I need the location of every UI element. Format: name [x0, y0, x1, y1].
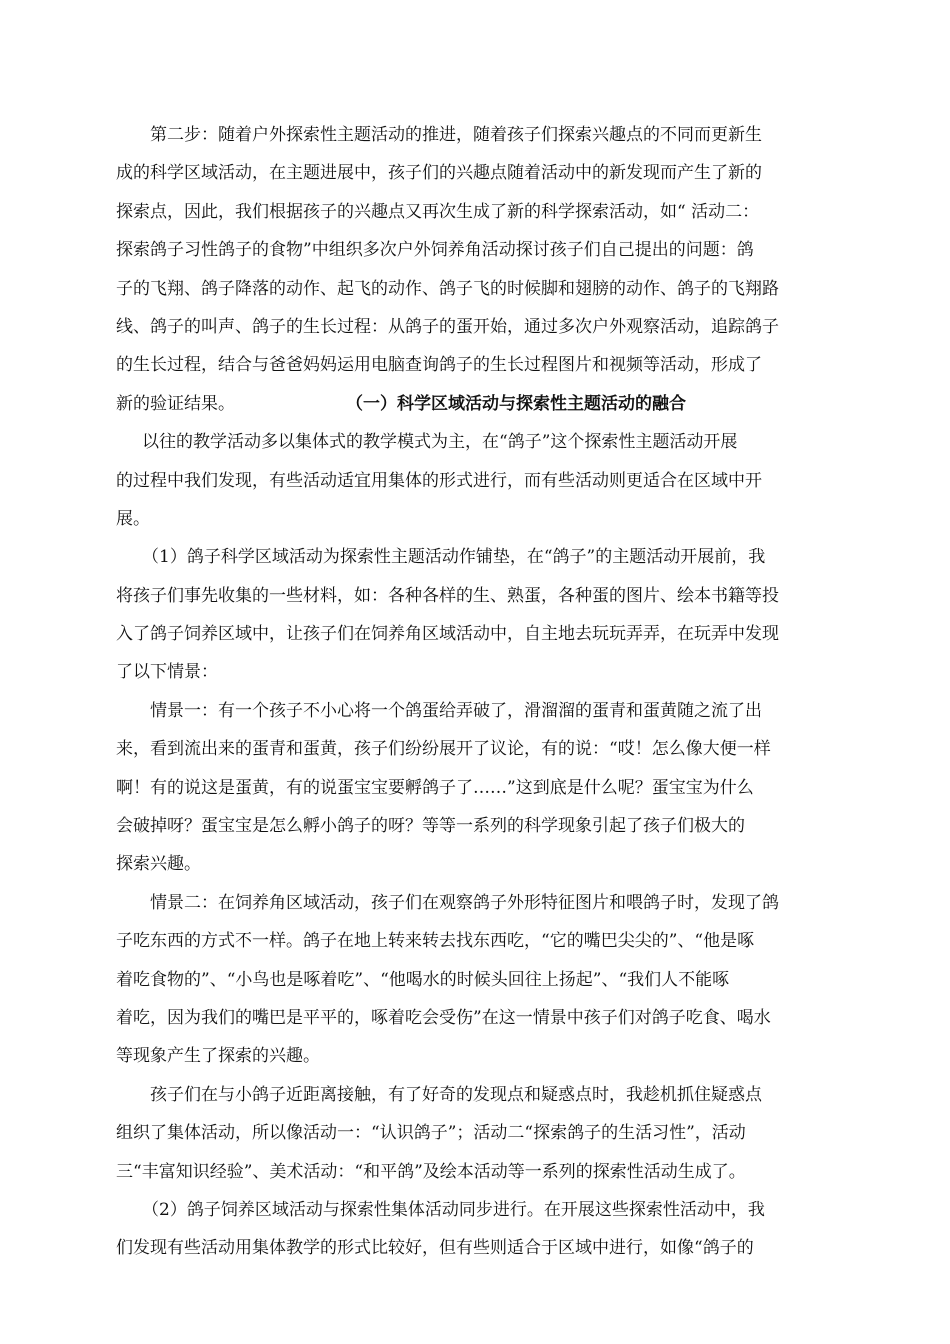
text-line: 着吃，因为我们的嘴巴是平平的，啄着吃会受伤”在这一情景中孩子们对鸽子吃食、喝水: [116, 1007, 771, 1028]
text-line: 第二步：随着户外探索性主题活动的推进，随着孩子们探索兴趣点的不同而更新生: [150, 125, 762, 145]
text-line: 子的飞翔、鸽子降落的动作、起飞的动作、鸽子飞的时候脚和翅膀的动作、鸽子的飞翔路: [116, 278, 779, 299]
paragraph-collective: [116, 1076, 844, 1191]
text-line: 入了鸽子饲养区域中，让孩子们在饲养角区域活动中，自主地去玩玩弄弄，在玩弄中发现: [116, 624, 779, 645]
text-line: 成的科学区域活动，在主题进展中，孩子们的兴趣点随着活动中的新发现而产生了新的: [116, 163, 762, 184]
text-line: 的生长过程，结合与爸爸妈妈运用电脑查询鸽子的生长过程图片和视频等活动，形成了: [116, 355, 762, 376]
document-page: [116, 116, 844, 1268]
paragraph-item-1: [116, 538, 844, 692]
text-line: 探索点，因此，我们根据孩子的兴趣点又再次生成了新的科学探索活动，如“ 活动二：: [116, 201, 760, 222]
text-line: 孩子们在与小鸽子近距离接触，有了好奇的发现点和疑惑点时，我趁机抓住疑惑点: [150, 1084, 762, 1105]
paragraph-intro: [116, 423, 844, 538]
paragraph-tail: 新的验证结果。: [116, 393, 235, 414]
text-line: 展。: [116, 508, 150, 529]
text-line: 情景一：有一个孩子不小心将一个鸽蛋给弄破了，滑溜溜的蛋青和蛋黄随之流了出: [150, 700, 762, 721]
text-line: 组织了集体活动，所以像活动一：“认识鸽子”；活动二“探索鸽子的生活习性”，活动: [116, 1123, 746, 1144]
paragraph-scene-1: [116, 692, 844, 884]
text-line: 啊！有的说这是蛋黄，有的说蛋宝宝要孵鸽子了……”这到底是什么呢？蛋宝宝为什么: [116, 777, 754, 798]
text-line: 线、鸽子的叫声、鸽子的生长过程：从鸽子的蛋开始，通过多次户外观察活动，追踪鸽子: [116, 316, 779, 337]
text-line: 了以下情景：: [116, 662, 218, 683]
text-line: 三“丰富知识经验”、美术活动：“和平鸽”及绘本活动等一系列的探索性活动生成了。: [116, 1161, 746, 1182]
text-line: 们发现有些活动用集体教学的形式比较好，但有些则适合于区域中进行，如像“鸽子的: [116, 1238, 754, 1259]
section-heading: （一）科学区域活动与探索性主题活动的融合: [346, 393, 686, 414]
text-line: 情景二：在饲养角区域活动，孩子们在观察鸽子外形特征图片和喂鸽子时，发现了鸽: [150, 892, 779, 913]
text-line: 以往的教学活动多以集体式的教学模式为主，在“鸽子”这个探索性主题活动开展: [142, 432, 738, 453]
text-line: 探索兴趣。: [116, 854, 201, 875]
text-line: （2）鸽子饲养区域活动与探索性集体活动同步进行。在开展这些探索性活动中，我: [142, 1199, 765, 1220]
text-line: 来，看到流出来的蛋青和蛋黄，孩子们纷纷展开了议论，有的说：“哎！怎么像大便一样: [116, 739, 771, 760]
text-line: 的过程中我们发现，有些活动适宜用集体的形式进行，而有些活动则更适合在区域中开: [116, 470, 762, 491]
paragraph-scene-2: [116, 884, 844, 1076]
paragraph-step-two: [116, 116, 844, 423]
paragraph-item-2: [116, 1191, 844, 1268]
text-line: 子吃东西的方式不一样。鸽子在地上转来转去找东西吃，“它的嘴巴尖尖的”、“他是啄: [116, 931, 755, 952]
text-line: 等现象产生了探索的兴趣。: [116, 1046, 320, 1067]
text-line: 探索鸽子习性鸽子的食物”中组织多次户外饲养角活动探讨孩子们自己提出的问题：鸽: [116, 240, 754, 261]
text-line: 将孩子们事先收集的一些材料，如：各种各样的生、熟蛋，各种蛋的图片、绘本书籍等投: [116, 585, 779, 606]
text-line: （1）鸽子科学区域活动为探索性主题活动作铺垫，在“鸽子”的主题活动开展前，我: [142, 547, 766, 568]
text-line: [116, 385, 844, 423]
text-line: 着吃食物的”、“小鸟也是啄着吃”、“他喝水的时候头回往上扬起”、“我们人不能啄: [116, 969, 730, 990]
text-line: 会破掉呀？蛋宝宝是怎么孵小鸽子的呀？等等一系列的科学现象引起了孩子们极大的: [116, 816, 745, 837]
